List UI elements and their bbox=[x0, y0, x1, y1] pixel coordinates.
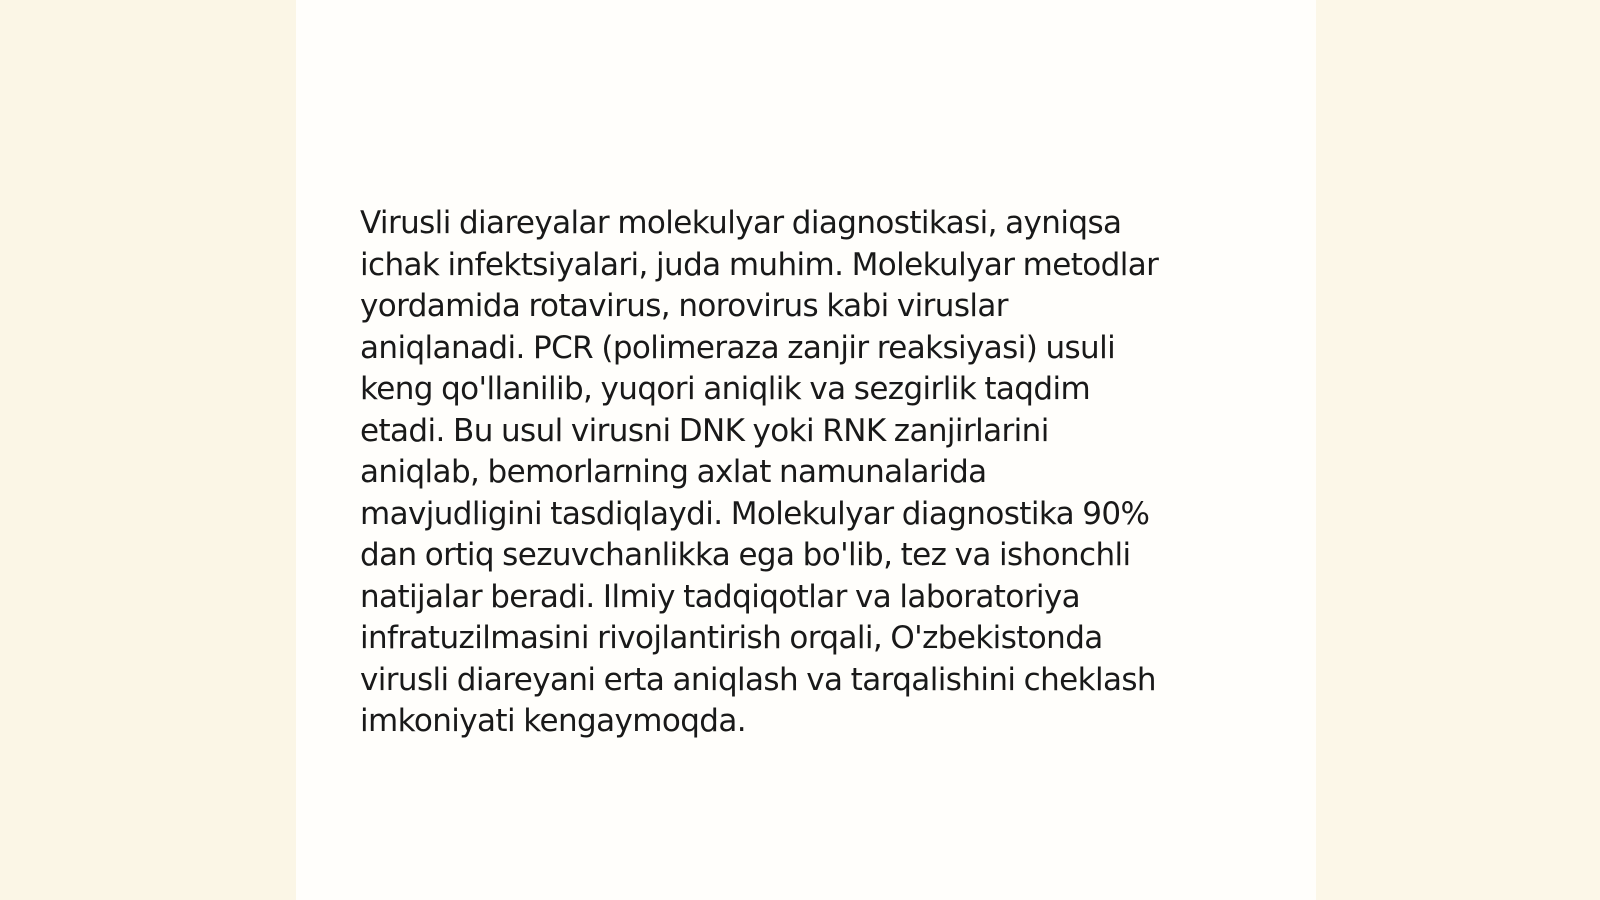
background-right bbox=[1316, 0, 1600, 900]
background-left bbox=[0, 0, 296, 900]
slide-body-text: Virusli diareyalar molekulyar diagnostikasi, ayniqsa ichak infektsiyalari, juda muhim. Molekulyar metodlar yordamida rotavirus, norovirus kabi viruslar aniqlanadi. PCR (polimeraza zanjir reaksiyasi) usuli keng qo'llanilib, yuqori aniqlik va sezgirlik taqdim etadi. Bu usul virusni DNK yoki RNK zanjirlarini aniqlab, bemorlarning axlat namunalarida mavjudligini tasdiqlaydi. Molekulyar diagnostika 90% dan ortiq sezuvchanlikka ega bo'lib, tez va ishonchli natijalar beradi. Ilmiy tadqiqotlar va laboratoriya infratuzilmasini rivojlantirish orqali, O'zbekistonda virusli diareyani erta aniqlash va tarqalishini cheklash imkoniyati kengaymoqda. bbox=[360, 205, 1159, 739]
